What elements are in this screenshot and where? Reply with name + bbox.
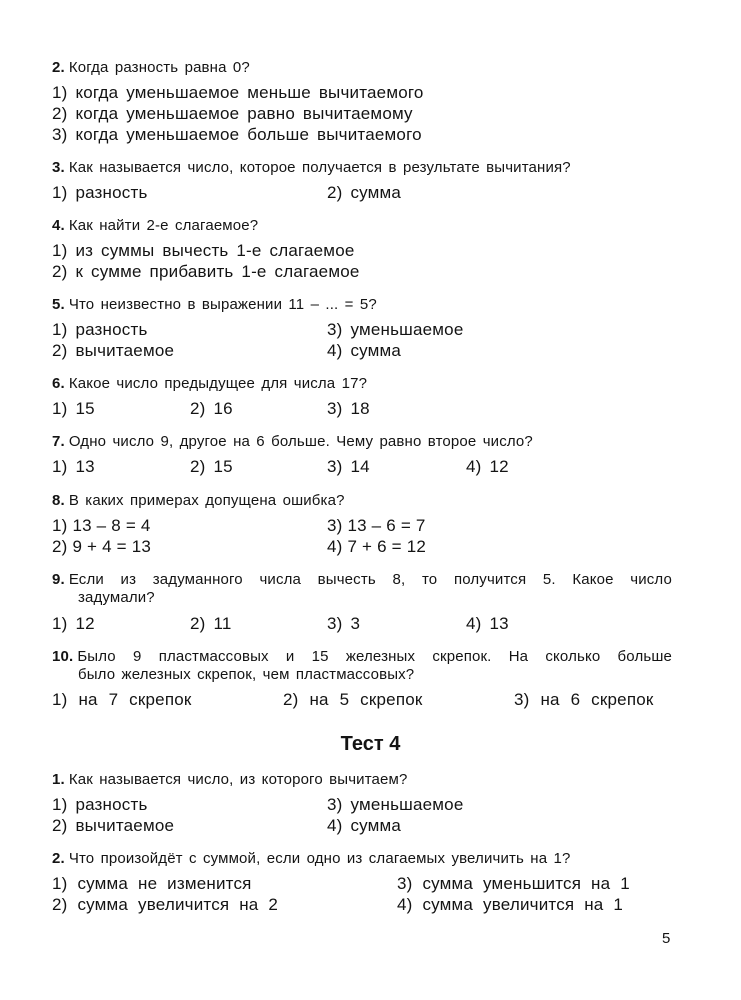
question-text: Как называется число, из которого вычитаем? bbox=[68, 771, 408, 788]
question-text: Какое число предыдущее для числа 17? bbox=[68, 375, 368, 392]
question-number: 1. bbox=[52, 771, 65, 788]
answer-option: 1) на 7 скрепок bbox=[52, 690, 192, 709]
answer-option: 3) уменьшаемое bbox=[327, 795, 464, 814]
question-9 bbox=[52, 571, 672, 588]
question-text: Когда разность равна 0? bbox=[68, 59, 250, 76]
answer-option: 1) разность bbox=[52, 795, 148, 814]
question-7 bbox=[52, 433, 533, 450]
answer-option: 3) 13 – 6 = 7 bbox=[327, 516, 426, 535]
answer-option: 3) 14 bbox=[327, 457, 370, 476]
answer-option: 1) из суммы вычесть 1-е слагаемое bbox=[52, 241, 355, 260]
question-number: 3. bbox=[52, 159, 65, 176]
answer-option: 3) уменьшаемое bbox=[327, 320, 464, 339]
question-text: Что неизвестно в выражении 11 – ... = 5? bbox=[68, 296, 377, 313]
question-number: 4. bbox=[52, 217, 65, 234]
answer-option: 4) 12 bbox=[466, 457, 509, 476]
question-text-line-2: было железных скрепок, чем пластмассовых? bbox=[78, 666, 415, 683]
question-2 bbox=[52, 59, 250, 76]
question-number: 6. bbox=[52, 375, 65, 392]
answer-option: 4) сумма bbox=[327, 341, 402, 360]
question-number: 2. bbox=[52, 850, 65, 867]
question-number: 10. bbox=[52, 648, 74, 665]
answer-option: 2) на 5 скрепок bbox=[283, 690, 423, 709]
question-text-line-2: задумали? bbox=[78, 589, 155, 606]
question-10 bbox=[52, 648, 672, 665]
answer-option: 3) на 6 скрепок bbox=[514, 690, 654, 709]
answer-option: 2) вычитаемое bbox=[52, 341, 175, 360]
answer-option: 1) 15 bbox=[52, 399, 95, 418]
question-text: Что произойдёт с суммой, если одно из слагаемых увеличить на 1? bbox=[68, 850, 571, 867]
question-number: 9. bbox=[52, 571, 65, 588]
question-text: Как найти 2-е слагаемое? bbox=[68, 217, 259, 234]
answer-option: 1) когда уменьшаемое меньше вычитаемого bbox=[52, 83, 424, 102]
question-text: В каких примерах допущена ошибка? bbox=[68, 492, 345, 509]
answer-option: 2) когда уменьшаемое равно вычитаемому bbox=[52, 104, 413, 123]
answer-option: 2) 11 bbox=[190, 614, 232, 633]
test4-question-1 bbox=[52, 771, 408, 788]
question-number: 8. bbox=[52, 492, 65, 509]
answer-option: 2) 15 bbox=[190, 457, 233, 476]
answer-option: 3) 18 bbox=[327, 399, 370, 418]
page-number: 5 bbox=[662, 930, 671, 947]
answer-option: 4) 13 bbox=[466, 614, 509, 633]
question-text: Как называется число, которое получается в результате вычитания? bbox=[68, 159, 571, 176]
question-text-line-1: Было 9 пластмассовых и 15 железных скрепок. На сколько больше bbox=[77, 648, 672, 665]
question-number: 7. bbox=[52, 433, 65, 450]
question-text: Одно число 9, другое на 6 больше. Чему равно второе число? bbox=[68, 433, 533, 450]
answer-option: 1) 13 bbox=[52, 457, 95, 476]
answer-option: 1) разность bbox=[52, 320, 148, 339]
answer-option: 3) сумма уменьшится на 1 bbox=[397, 874, 630, 893]
question-number: 5. bbox=[52, 296, 65, 313]
answer-option: 1) 12 bbox=[52, 614, 95, 633]
answer-option: 1) 13 – 8 = 4 bbox=[52, 516, 151, 535]
answer-option: 4) сумма bbox=[327, 816, 402, 835]
answer-option: 2) сумма увеличится на 2 bbox=[52, 895, 279, 914]
question-4 bbox=[52, 217, 258, 234]
answer-option: 2) 16 bbox=[190, 399, 233, 418]
question-3 bbox=[52, 159, 571, 176]
answer-option: 2) сумма bbox=[327, 183, 402, 202]
question-number: 2. bbox=[52, 59, 65, 76]
answer-option: 2) вычитаемое bbox=[52, 816, 175, 835]
answer-option: 2) к сумме прибавить 1-е слагаемое bbox=[52, 262, 360, 281]
answer-option: 1) разность bbox=[52, 183, 148, 202]
answer-option: 2) 9 + 4 = 13 bbox=[52, 537, 152, 556]
question-5 bbox=[52, 296, 377, 313]
question-text-line-1: Если из задуманного числа вычесть 8, то получится 5. Какое число bbox=[68, 571, 672, 588]
question-8 bbox=[52, 492, 345, 509]
answer-option: 1) сумма не изменится bbox=[52, 874, 252, 893]
test4-question-2 bbox=[52, 850, 571, 867]
section-title: Тест 4 bbox=[340, 733, 401, 755]
answer-option: 4) сумма увеличится на 1 bbox=[397, 895, 624, 914]
answer-option: 4) 7 + 6 = 12 bbox=[327, 537, 427, 556]
question-6 bbox=[52, 375, 367, 392]
answer-option: 3) 3 bbox=[327, 614, 361, 633]
answer-option: 3) когда уменьшаемое больше вычитаемого bbox=[52, 125, 422, 144]
